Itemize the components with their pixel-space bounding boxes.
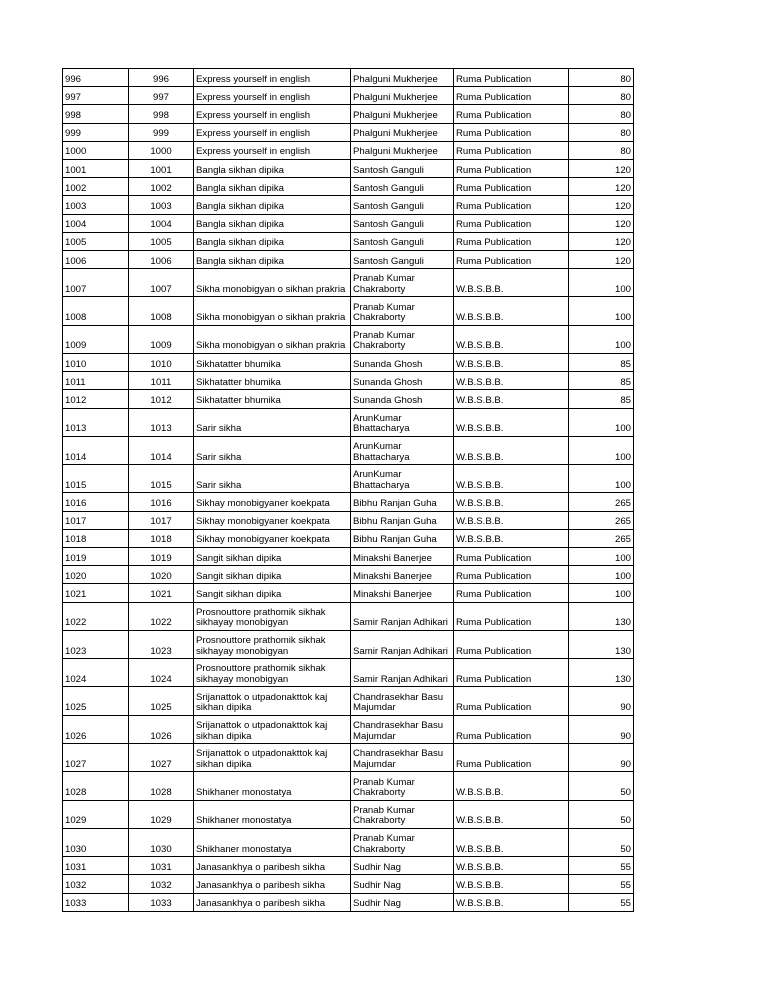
price-cell: 100 <box>569 269 634 297</box>
price-cell: 80 <box>569 69 634 87</box>
table-row <box>63 87 634 105</box>
accession-number-cell: 1029 <box>129 800 194 828</box>
publisher-cell: W.B.S.B.B. <box>454 297 569 325</box>
accession-number-cell: 1002 <box>129 178 194 196</box>
price-cell: 120 <box>569 159 634 177</box>
serial-number-cell: 1005 <box>63 232 129 250</box>
accession-number-cell: 1003 <box>129 196 194 214</box>
book-title-cell: Bangla sikhan dipika <box>194 214 351 232</box>
book-title-cell: Sangit sikhan dipika <box>194 584 351 602</box>
table-row <box>63 250 634 268</box>
price-cell: 100 <box>569 297 634 325</box>
accession-number-cell: 1033 <box>129 893 194 911</box>
table-row <box>63 436 634 464</box>
price-cell: 100 <box>569 325 634 353</box>
author-cell: Sunanda Ghosh <box>351 372 454 390</box>
table-row <box>63 687 634 715</box>
book-title-cell: Sikhay monobigyaner koekpata <box>194 511 351 529</box>
table-row <box>63 659 634 687</box>
publisher-cell: Ruma Publication <box>454 196 569 214</box>
table-row <box>63 772 634 800</box>
author-cell: Sudhir Nag <box>351 875 454 893</box>
table-row <box>63 408 634 436</box>
accession-number-cell: 1005 <box>129 232 194 250</box>
accession-number-cell: 1031 <box>129 857 194 875</box>
author-cell: Sudhir Nag <box>351 857 454 875</box>
author-cell: Phalguni Mukherjee <box>351 141 454 159</box>
table-row <box>63 715 634 743</box>
author-cell: Samir Ranjan Adhikari <box>351 659 454 687</box>
serial-number-cell: 1003 <box>63 196 129 214</box>
book-title-cell: Sikhay monobigyaner koekpata <box>194 493 351 511</box>
book-title-cell: Janasankhya o paribesh sikha <box>194 893 351 911</box>
book-title-cell: Sikhatatter bhumika <box>194 390 351 408</box>
price-cell: 85 <box>569 390 634 408</box>
book-title-cell: Express yourself in english <box>194 141 351 159</box>
publisher-cell: Ruma Publication <box>454 178 569 196</box>
book-title-cell: Sarir sikha <box>194 408 351 436</box>
author-cell: Samir Ranjan Adhikari <box>351 630 454 658</box>
accession-number-cell: 1006 <box>129 250 194 268</box>
author-cell: Minakshi Banerjee <box>351 547 454 565</box>
author-cell: Sunanda Ghosh <box>351 390 454 408</box>
book-title-cell: Sikha monobigyan o sikhan prakria <box>194 297 351 325</box>
price-cell: 55 <box>569 857 634 875</box>
serial-number-cell: 1033 <box>63 893 129 911</box>
serial-number-cell: 1010 <box>63 353 129 371</box>
serial-number-cell: 1013 <box>63 408 129 436</box>
author-cell: Bibhu Ranjan Guha <box>351 493 454 511</box>
accession-number-cell: 1013 <box>129 408 194 436</box>
serial-number-cell: 1027 <box>63 744 129 772</box>
table-row <box>63 857 634 875</box>
table-row <box>63 178 634 196</box>
publisher-cell: W.B.S.B.B. <box>454 325 569 353</box>
serial-number-cell: 1020 <box>63 566 129 584</box>
author-cell: Phalguni Mukherjee <box>351 69 454 87</box>
table-row <box>63 828 634 856</box>
serial-number-cell: 1004 <box>63 214 129 232</box>
author-cell: Pranab Kumar Chakraborty <box>351 297 454 325</box>
book-title-cell: Sarir sikha <box>194 465 351 493</box>
author-cell: Chandrasekhar Basu Majumdar <box>351 744 454 772</box>
serial-number-cell: 1019 <box>63 547 129 565</box>
author-cell: Santosh Ganguli <box>351 232 454 250</box>
serial-number-cell: 1011 <box>63 372 129 390</box>
book-title-cell: Bangla sikhan dipika <box>194 178 351 196</box>
serial-number-cell: 1007 <box>63 269 129 297</box>
book-title-cell: Bangla sikhan dipika <box>194 250 351 268</box>
price-cell: 85 <box>569 353 634 371</box>
publisher-cell: Ruma Publication <box>454 87 569 105</box>
accession-number-cell: 1023 <box>129 630 194 658</box>
price-cell: 80 <box>569 141 634 159</box>
book-title-cell: Sikha monobigyan o sikhan prakria <box>194 269 351 297</box>
author-cell: Pranab Kumar Chakraborty <box>351 269 454 297</box>
publisher-cell: Ruma Publication <box>454 602 569 630</box>
book-register-table <box>62 68 634 912</box>
serial-number-cell: 998 <box>63 105 129 123</box>
table-row <box>63 893 634 911</box>
author-cell: Chandrasekhar Basu Majumdar <box>351 687 454 715</box>
author-cell: Sunanda Ghosh <box>351 353 454 371</box>
price-cell: 85 <box>569 372 634 390</box>
accession-number-cell: 1007 <box>129 269 194 297</box>
author-cell: Pranab Kumar Chakraborty <box>351 800 454 828</box>
publisher-cell: W.B.S.B.B. <box>454 772 569 800</box>
table-row <box>63 214 634 232</box>
accession-number-cell: 999 <box>129 123 194 141</box>
author-cell: Santosh Ganguli <box>351 159 454 177</box>
accession-number-cell: 1016 <box>129 493 194 511</box>
accession-number-cell: 1018 <box>129 529 194 547</box>
table-row <box>63 800 634 828</box>
table-row <box>63 269 634 297</box>
publisher-cell: Ruma Publication <box>454 659 569 687</box>
publisher-cell: Ruma Publication <box>454 687 569 715</box>
price-cell: 50 <box>569 772 634 800</box>
publisher-cell: Ruma Publication <box>454 159 569 177</box>
book-title-cell: Sikhatatter bhumika <box>194 353 351 371</box>
table-row <box>63 744 634 772</box>
table-row <box>63 353 634 371</box>
book-title-cell: Janasankhya o paribesh sikha <box>194 857 351 875</box>
book-title-cell: Shikhaner monostatya <box>194 828 351 856</box>
serial-number-cell: 1026 <box>63 715 129 743</box>
book-title-cell: Sangit sikhan dipika <box>194 547 351 565</box>
accession-number-cell: 1015 <box>129 465 194 493</box>
accession-number-cell: 1027 <box>129 744 194 772</box>
author-cell: Sudhir Nag <box>351 893 454 911</box>
publisher-cell: W.B.S.B.B. <box>454 372 569 390</box>
serial-number-cell: 1032 <box>63 875 129 893</box>
serial-number-cell: 1016 <box>63 493 129 511</box>
accession-number-cell: 1012 <box>129 390 194 408</box>
price-cell: 55 <box>569 893 634 911</box>
accession-number-cell: 1024 <box>129 659 194 687</box>
serial-number-cell: 1018 <box>63 529 129 547</box>
serial-number-cell: 1028 <box>63 772 129 800</box>
price-cell: 265 <box>569 529 634 547</box>
accession-number-cell: 1017 <box>129 511 194 529</box>
serial-number-cell: 997 <box>63 87 129 105</box>
publisher-cell: Ruma Publication <box>454 715 569 743</box>
publisher-cell: W.B.S.B.B. <box>454 269 569 297</box>
publisher-cell: W.B.S.B.B. <box>454 828 569 856</box>
publisher-cell: W.B.S.B.B. <box>454 408 569 436</box>
publisher-cell: W.B.S.B.B. <box>454 875 569 893</box>
author-cell: Santosh Ganguli <box>351 250 454 268</box>
table-row <box>63 105 634 123</box>
price-cell: 130 <box>569 602 634 630</box>
table-row <box>63 196 634 214</box>
price-cell: 80 <box>569 123 634 141</box>
publisher-cell: W.B.S.B.B. <box>454 390 569 408</box>
table-row <box>63 630 634 658</box>
accession-number-cell: 1021 <box>129 584 194 602</box>
book-title-cell: Bangla sikhan dipika <box>194 159 351 177</box>
publisher-cell: W.B.S.B.B. <box>454 465 569 493</box>
serial-number-cell: 1021 <box>63 584 129 602</box>
book-title-cell: Prosnouttore prathomik sikhak sikhayay monobigyan <box>194 659 351 687</box>
publisher-cell: W.B.S.B.B. <box>454 353 569 371</box>
price-cell: 90 <box>569 687 634 715</box>
accession-number-cell: 1019 <box>129 547 194 565</box>
book-title-cell: Srijanattok o utpadonakttok kaj sikhan dipika <box>194 715 351 743</box>
author-cell: Santosh Ganguli <box>351 196 454 214</box>
serial-number-cell: 999 <box>63 123 129 141</box>
price-cell: 80 <box>569 105 634 123</box>
publisher-cell: Ruma Publication <box>454 566 569 584</box>
author-cell: ArunKumar Bhattacharya <box>351 465 454 493</box>
book-title-cell: Sikhatatter bhumika <box>194 372 351 390</box>
accession-number-cell: 1028 <box>129 772 194 800</box>
publisher-cell: W.B.S.B.B. <box>454 857 569 875</box>
serial-number-cell: 1023 <box>63 630 129 658</box>
book-title-cell: Express yourself in english <box>194 87 351 105</box>
serial-number-cell: 1030 <box>63 828 129 856</box>
book-title-cell: Bangla sikhan dipika <box>194 196 351 214</box>
author-cell: Pranab Kumar Chakraborty <box>351 828 454 856</box>
serial-number-cell: 1029 <box>63 800 129 828</box>
author-cell: ArunKumar Bhattacharya <box>351 408 454 436</box>
price-cell: 120 <box>569 250 634 268</box>
book-title-cell: Express yourself in english <box>194 69 351 87</box>
serial-number-cell: 1015 <box>63 465 129 493</box>
author-cell: Phalguni Mukherjee <box>351 105 454 123</box>
accession-number-cell: 1014 <box>129 436 194 464</box>
author-cell: Minakshi Banerjee <box>351 584 454 602</box>
publisher-cell: Ruma Publication <box>454 547 569 565</box>
price-cell: 100 <box>569 584 634 602</box>
price-cell: 130 <box>569 630 634 658</box>
price-cell: 100 <box>569 547 634 565</box>
accession-number-cell: 1011 <box>129 372 194 390</box>
author-cell: Pranab Kumar Chakraborty <box>351 772 454 800</box>
accession-number-cell: 1010 <box>129 353 194 371</box>
serial-number-cell: 1014 <box>63 436 129 464</box>
price-cell: 265 <box>569 511 634 529</box>
book-title-cell: Prosnouttore prathomik sikhak sikhayay monobigyan <box>194 602 351 630</box>
publisher-cell: Ruma Publication <box>454 69 569 87</box>
price-cell: 120 <box>569 178 634 196</box>
accession-number-cell: 998 <box>129 105 194 123</box>
serial-number-cell: 1031 <box>63 857 129 875</box>
table-row <box>63 372 634 390</box>
serial-number-cell: 1006 <box>63 250 129 268</box>
accession-number-cell: 1022 <box>129 602 194 630</box>
price-cell: 100 <box>569 436 634 464</box>
price-cell: 265 <box>569 493 634 511</box>
price-cell: 120 <box>569 214 634 232</box>
author-cell: Phalguni Mukherjee <box>351 123 454 141</box>
book-title-cell: Bangla sikhan dipika <box>194 232 351 250</box>
accession-number-cell: 1008 <box>129 297 194 325</box>
book-title-cell: Sangit sikhan dipika <box>194 566 351 584</box>
serial-number-cell: 1009 <box>63 325 129 353</box>
price-cell: 120 <box>569 196 634 214</box>
price-cell: 100 <box>569 408 634 436</box>
author-cell: Bibhu Ranjan Guha <box>351 511 454 529</box>
price-cell: 55 <box>569 875 634 893</box>
accession-number-cell: 1030 <box>129 828 194 856</box>
table-row <box>63 123 634 141</box>
accession-number-cell: 1020 <box>129 566 194 584</box>
serial-number-cell: 1008 <box>63 297 129 325</box>
accession-number-cell: 1032 <box>129 875 194 893</box>
price-cell: 90 <box>569 715 634 743</box>
accession-number-cell: 1001 <box>129 159 194 177</box>
table-row <box>63 511 634 529</box>
publisher-cell: Ruma Publication <box>454 214 569 232</box>
publisher-cell: W.B.S.B.B. <box>454 511 569 529</box>
publisher-cell: Ruma Publication <box>454 630 569 658</box>
serial-number-cell: 1002 <box>63 178 129 196</box>
book-title-cell: Srijanattok o utpadonakttok kaj sikhan dipika <box>194 744 351 772</box>
accession-number-cell: 996 <box>129 69 194 87</box>
serial-number-cell: 1012 <box>63 390 129 408</box>
serial-number-cell: 1017 <box>63 511 129 529</box>
accession-number-cell: 1026 <box>129 715 194 743</box>
table-row <box>63 159 634 177</box>
accession-number-cell: 1025 <box>129 687 194 715</box>
book-title-cell: Shikhaner monostatya <box>194 772 351 800</box>
table-row <box>63 141 634 159</box>
publisher-cell: Ruma Publication <box>454 232 569 250</box>
book-title-cell: Express yourself in english <box>194 105 351 123</box>
publisher-cell: Ruma Publication <box>454 123 569 141</box>
publisher-cell: Ruma Publication <box>454 141 569 159</box>
book-title-cell: Sikha monobigyan o sikhan prakria <box>194 325 351 353</box>
book-title-cell: Janasankhya o paribesh sikha <box>194 875 351 893</box>
table-row <box>63 529 634 547</box>
table-row <box>63 465 634 493</box>
author-cell: ArunKumar Bhattacharya <box>351 436 454 464</box>
publisher-cell: Ruma Publication <box>454 584 569 602</box>
price-cell: 50 <box>569 828 634 856</box>
publisher-cell: W.B.S.B.B. <box>454 893 569 911</box>
publisher-cell: Ruma Publication <box>454 744 569 772</box>
price-cell: 80 <box>569 87 634 105</box>
author-cell: Santosh Ganguli <box>351 178 454 196</box>
table-row <box>63 297 634 325</box>
book-title-cell: Srijanattok o utpadonakttok kaj sikhan dipika <box>194 687 351 715</box>
price-cell: 90 <box>569 744 634 772</box>
table-row <box>63 547 634 565</box>
book-title-cell: Sarir sikha <box>194 436 351 464</box>
author-cell: Samir Ranjan Adhikari <box>351 602 454 630</box>
price-cell: 100 <box>569 566 634 584</box>
publisher-cell: W.B.S.B.B. <box>454 800 569 828</box>
price-cell: 100 <box>569 465 634 493</box>
publisher-cell: Ruma Publication <box>454 250 569 268</box>
publisher-cell: W.B.S.B.B. <box>454 529 569 547</box>
book-title-cell: Sikhay monobigyaner koekpata <box>194 529 351 547</box>
accession-number-cell: 1000 <box>129 141 194 159</box>
table-row <box>63 390 634 408</box>
price-cell: 120 <box>569 232 634 250</box>
book-title-cell: Prosnouttore prathomik sikhak sikhayay monobigyan <box>194 630 351 658</box>
table-row <box>63 493 634 511</box>
serial-number-cell: 1025 <box>63 687 129 715</box>
serial-number-cell: 1024 <box>63 659 129 687</box>
price-cell: 130 <box>569 659 634 687</box>
table-row <box>63 602 634 630</box>
table-row <box>63 232 634 250</box>
table-row <box>63 584 634 602</box>
author-cell: Chandrasekhar Basu Majumdar <box>351 715 454 743</box>
serial-number-cell: 1000 <box>63 141 129 159</box>
author-cell: Phalguni Mukherjee <box>351 87 454 105</box>
publisher-cell: W.B.S.B.B. <box>454 493 569 511</box>
accession-number-cell: 1009 <box>129 325 194 353</box>
book-title-cell: Shikhaner monostatya <box>194 800 351 828</box>
author-cell: Bibhu Ranjan Guha <box>351 529 454 547</box>
author-cell: Pranab Kumar Chakraborty <box>351 325 454 353</box>
table-row <box>63 325 634 353</box>
author-cell: Minakshi Banerjee <box>351 566 454 584</box>
table-row <box>63 69 634 87</box>
serial-number-cell: 1001 <box>63 159 129 177</box>
serial-number-cell: 996 <box>63 69 129 87</box>
price-cell: 50 <box>569 800 634 828</box>
author-cell: Santosh Ganguli <box>351 214 454 232</box>
book-register-body <box>63 69 634 912</box>
serial-number-cell: 1022 <box>63 602 129 630</box>
publisher-cell: Ruma Publication <box>454 105 569 123</box>
table-row <box>63 566 634 584</box>
publisher-cell: W.B.S.B.B. <box>454 436 569 464</box>
accession-number-cell: 997 <box>129 87 194 105</box>
accession-number-cell: 1004 <box>129 214 194 232</box>
book-title-cell: Express yourself in english <box>194 123 351 141</box>
table-row <box>63 875 634 893</box>
